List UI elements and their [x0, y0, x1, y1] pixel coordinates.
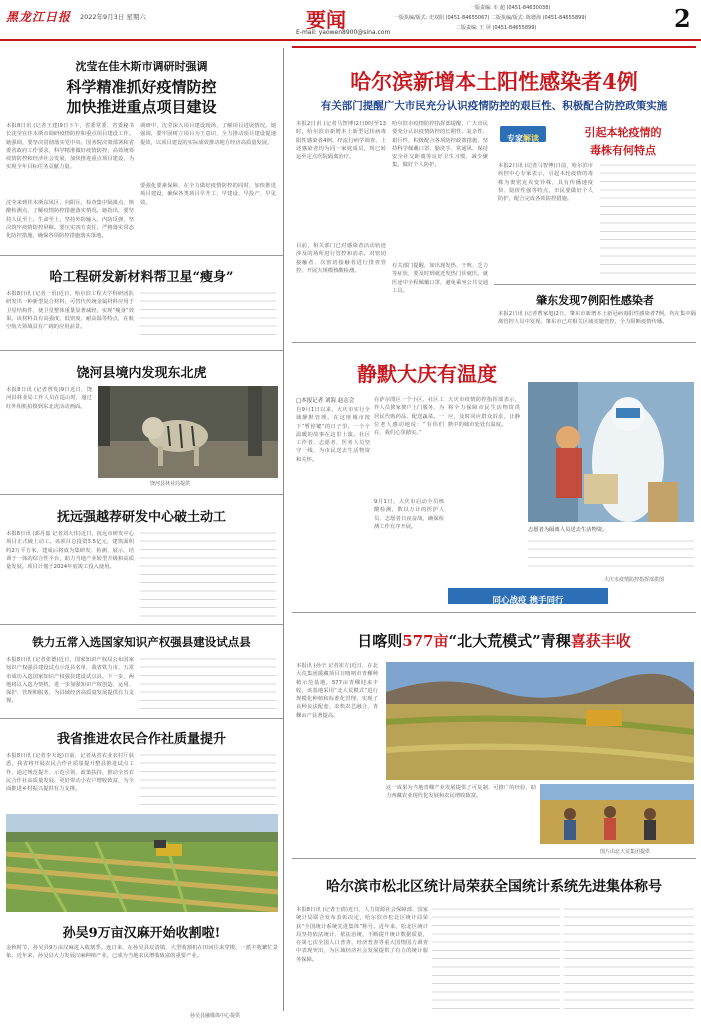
expert-tag: 专家解读	[500, 126, 546, 142]
article-body: 要强化要素保障，在全力做好疫情防控的同时，加快推进项目建设，确保各类项目早开工、早建设、早投产、早见效。	[140, 183, 276, 206]
photo-credit: 大庆市疫情防控指挥部供图	[604, 577, 665, 583]
section-title: 要闻	[306, 8, 346, 32]
harvest-crowd-photo	[540, 784, 694, 844]
article-divider	[0, 494, 283, 495]
photo-caption: 饶河县林业局提供	[150, 481, 191, 487]
article-body: 9月1日，大庆市启动全员核酸检测，数以万计的医护人员、志愿者日夜奋战，确保检测工作有序开展。	[374, 499, 444, 530]
article-body: 本报8日讯 (记者张德)近日，国家知识产权局公布国家知识产权强县建设试点示范县名单，我省铁力市、五常市成功入选国家知识产权强县建设试点县。下一步，两地将以入选为契机，进一步加强知识产权创造、运用、保护、管理和服务，为县域经济高质量发展提供有力支撑。	[6, 657, 134, 705]
issue-date: 2022年9月3日 星期六	[80, 13, 146, 21]
daqing-banner: 同心战疫 携手同行	[448, 588, 608, 604]
article-divider	[0, 718, 283, 719]
article-body: 调研中，沈莹深入项目建设现场，了解项目进展情况。她强调，要牢固树立项目为王意识，全力推动项目建设提速提效，以项目建设的实际成效推动地方经济高质量发展。	[140, 123, 276, 146]
article-body: 哈尔滨市疫情防控指挥部提醒，广大市民要充分认识疫情防控的长期性、复杂性、艰巨性，积极配合各项防控政策措施，坚持科学佩戴口罩、勤洗手、常通风、保持安全社交距离等良好卫生习惯，减少聚集，做好个人防护。	[392, 121, 488, 169]
article-body-lines	[432, 906, 560, 1010]
main-box-top	[292, 46, 696, 48]
daqing-headline: 静默大庆有温度	[357, 362, 497, 386]
article-divider	[0, 350, 283, 351]
harvest-headline: 日喀则577亩“北大荒模式”青稞喜获丰收	[357, 632, 631, 650]
article-headline: 哈尔滨市松北区统计局荣获全国统计系统先进集体称号	[326, 879, 662, 895]
article-body: 本报8日讯 (记者王倩)近日，人力资源社会保障部、国家统计局联合发布表彰决定，哈尔滨市松北区统计局荣获“全国统计系统先进集体”称号。近年来，松北区统计局坚持依法统计、依法治统，不断提升统计数据质量，在第七次全国人口普查、经济普查等重大国情国力调查中表现突出，为区域经济社会发展提供了有力的统计服务保障。	[296, 907, 428, 963]
article-headline: 哈工程研发新材料帮卫星“瘦身”	[49, 270, 234, 285]
article-body: 本报2日讯 (记者马智博)2日0时至13时，哈尔滨市新增本土新型冠状病毒阳性感染者4例。经流行病学调查，上述感染者均为同一家庭成员，现已转运至定点医院隔离治疗。	[296, 121, 386, 161]
article-body: 在萨尔图区一个小区，社区工作人员挨家挨户上门服务，为居民代购药品、配送蔬菜。一位老人感动地说：“有你们在，我们心里踏实。”	[374, 397, 444, 437]
article-body: 本报8日讯 (记者曾发)9日近日，饶河县林业局工作人员在巡山时，通过红外相机拍摄到东北虎活动画面。	[6, 387, 92, 410]
article-body: 大庆市疫情防控指挥部表示，将全力保障市民生活物资供应，及时回应群众诉求，让静默中的城市处处有温度。	[448, 397, 520, 428]
article-body-lines	[140, 290, 276, 342]
article-headline: 肇东发现7例阳性感染者	[536, 294, 654, 307]
article-body-lines	[140, 656, 276, 712]
article-divider	[292, 858, 696, 859]
article-body: 目前，相关部门已对感染者活动轨迹涉及的场所进行管控和消杀，对密切接触者、次密切接触者进行排查管控，开展大规模核酸检测。	[296, 243, 386, 274]
expert-headline: 引起本轮疫情的	[584, 126, 662, 139]
article-headline: 我省推进农民合作社质量提升	[56, 732, 226, 747]
page-number: 2	[674, 4, 691, 33]
article-body: 本报8日讯 (记者一语)近日，哈尔滨工程大学科研团队研发出一种新型复合材料，可替代传统金属材料应用于卫星结构件，使卫星整体重量显著减轻，实现“瘦身”效果。该材料具有高强度、低密度、耐高温等特点，在航空航天领域具有广阔的应用前景。	[6, 291, 134, 331]
article-headline: 科学精准抓好疫情防控	[66, 78, 217, 96]
barley-field-photo	[386, 662, 694, 780]
article-body: 本报8日讯 (郭丹嘉 记者刘大伟)近日，抚远市研发中心项目正式破土动工。该项目总投资3.5亿元，建筑面积约2万平方米，建成后将成为集研发、检测、展示、培训于一体的综合性平台，助力当地产业转型升级和高质量发展。项目计划于2024年底竣工投入使用。	[6, 531, 134, 571]
editor-line-1: 一版责编: 车 超 (0451-84630038)	[470, 5, 551, 11]
article-headline-2: 加快推进重点项目建设	[66, 98, 217, 116]
article-body: 金秋时节，孙吴县9万亩汉麻进入收割季。连日来，在孙吴县辰清镇，大型收割机在田间往来穿梭，一派丰收繁忙景象。近年来，孙吴县大力发展汉麻种植产业，已成为当地农民增收致富的重要产业。	[6, 945, 278, 960]
expert-headline-2: 毒株有何特点	[590, 144, 656, 157]
article-headline: 饶河县境内发现东北虎	[76, 366, 207, 381]
article-body-lines	[564, 906, 694, 1010]
article-body-lines	[528, 538, 694, 572]
masthead-rule	[0, 39, 701, 41]
article-headline: 抚远强越荐研发中心破土动工	[56, 510, 226, 525]
article-byline: □本报记者 刘海 赵志会	[296, 398, 355, 404]
newspaper-logo: 黑龙江日报	[6, 10, 72, 24]
article-headline: 孙吴9万亩汉麻开始收割啦!	[62, 926, 221, 941]
article-divider	[0, 624, 283, 625]
article-divider	[292, 612, 696, 613]
article-body: 本报2日讯 (记者马智博)日前，哈尔滨市疾控中心专家表示，引起本轮疫情的毒株为奥密克戎变异株，具有传播速度快、隐匿性强等特点，市民要做好个人防护，配合完成各项防控措施。	[498, 163, 593, 203]
article-body: 有关部门提醒，如出现发热、干咳、乏力等症状，要及时到就近发热门诊就医，就医途中全程佩戴口罩，避免乘坐公共交通工具。	[392, 263, 488, 294]
article-body-lines	[140, 752, 276, 808]
section-email: E-mail: yaowen8900@sina.com	[296, 29, 391, 36]
photo-credit: 图片由北大荒集团提供	[600, 849, 651, 855]
article-divider	[0, 255, 283, 256]
article-divider	[292, 342, 696, 343]
article-body-lines	[140, 530, 276, 618]
article-divider	[494, 284, 696, 285]
article-headline: 铁力五常入选国家知识产权强县建设试点县	[32, 635, 251, 649]
article-body: 本报2日讯 (记者曹家旭)2日，肇东市新增本土新冠病毒阳性感染者7例，均在集中隔离管控人员中发现。肇东市已对相关区域实施管控，全力阻断疫情传播。	[498, 311, 696, 326]
article-body: 本报8日讯 (记者李天池)日前，记者从省农业农村厅获悉，我省将开展农民合作社质量提升整县推进试点工作，通过规范提升、示范引领、政策扶持，推动全省农民合作社高质量发展，更好带动小农户增收致富，为全面推进乡村振兴提供有力支撑。	[6, 753, 134, 793]
hemp-field-photo	[6, 814, 278, 912]
article-kicker: 沈莹在佳木斯市调研时强调	[75, 60, 208, 73]
photo-credit: 孙吴县融媒体中心提供	[190, 1013, 241, 1019]
article-body: 本报8日讯 (记者王建)9日下午，省委常委、省委秘书长沈莹在佳木斯市调研疫情防控和重点项目建设工作。她强调，要坚决贯彻落实党中央、国务院决策部署和省委省政府工作要求，科学精准做好疫情防控，高效统筹疫情防控和经济社会发展，加快推进重点项目建设，为实现全年目标任务贡献力量。	[6, 123, 134, 171]
column-divider	[283, 48, 284, 1011]
editor-line-3: 二版责编: 王 屏 (0451-84655899)	[456, 25, 537, 31]
photo-caption: 志愿者为隔离人员送去生活物资。	[528, 527, 608, 533]
article-body: 这一成果为当地青稞产业发展提供了可复制、可推广的经验，助力西藏农业现代化发展和农民增收致富。	[386, 785, 536, 800]
article-body: 自9月1日以来，大庆市实行全域静默管理。在这座城市按下“暂停键”的日子里，一个个温暖的故事在这里上演。社区工作者、志愿者、医务人员坚守一线，为市民送去生活物资和关怀。	[296, 407, 370, 463]
article-body: 沈莹来到佳木斯东风区、向阳区，检查集中隔离点、核酸检测点，了解疫情防控措施落实情况。她指出，要坚持人民至上、生命至上，坚持外防输入、内防反弹，坚决筑牢疫情防控屏障。要压实四方责任，严格落实常态化防控措施，确保各项防控措施落实落地。	[6, 200, 134, 240]
main-subheadline: 有关部门提醒广大市民充分认识疫情防控的艰巨性、积极配合防控政策实施	[320, 100, 668, 112]
tiger-photo	[98, 386, 278, 478]
main-headline: 哈尔滨新增本土阳性感染者4例	[350, 69, 638, 94]
volunteer-photo	[528, 382, 694, 522]
editor-line-2: 一版执编/版式: 史双阳 (0451-84655067) 二版执编/版式: 陈德海 (0451-84655899)	[394, 15, 587, 21]
masthead	[0, 0, 701, 40]
article-body: 本报讯 (孙辛 记者崔方)近日，在北大荒集团援藏项目日喀则市青稞种植示范基地，577亩青稞迎来丰收。该基地采用“北大荒模式”进行规模化种植和标准化管理，实现了良种良法配套、农机农艺融合，青稞亩产显著提高。	[296, 663, 378, 719]
article-body-lines	[600, 162, 696, 280]
